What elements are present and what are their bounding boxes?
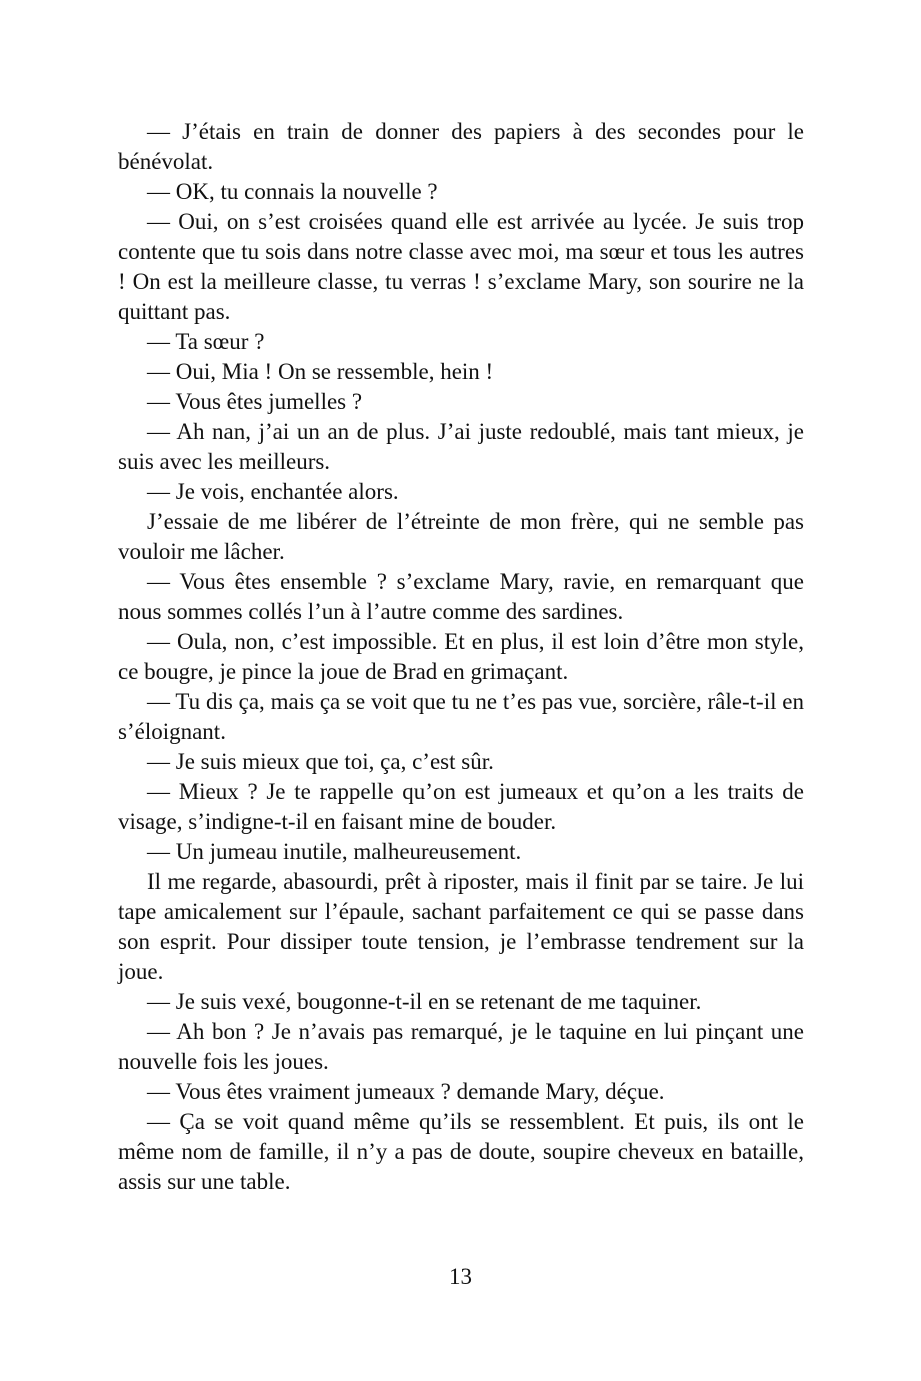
paragraph: — Ta sœur ? <box>147 329 265 354</box>
paragraph: — Un jumeau inutile, malheureusement. <box>147 839 522 864</box>
paragraph: — Ça se voit quand même qu’ils se ressemblent. Et puis, ils ont le même nom de famille, il n’y a pas de doute, soupire cheveux en bataille, assis sur une table. <box>118 1109 804 1194</box>
paragraph: — Oula, non, c’est impossible. Et en plus, il est loin d’être mon style, ce bougre, je pince la joue de Brad en grimaçant. <box>118 629 804 684</box>
paragraph: — J’étais en train de donner des papiers à des secondes pour le bénévolat. <box>118 119 804 174</box>
paragraph: — Oui, on s’est croisées quand elle est arrivée au lycée. Je suis trop contente que tu sois dans notre classe avec moi, ma sœur et tous les autres ! On est la meilleure classe, tu verras ! s’exclame Mary, son sourire ne la quittant pas. <box>118 209 804 324</box>
paragraph: — Mieux ? Je te rappelle qu’on est jumeaux et qu’on a les traits de visage, s’indigne-t-il en faisant mine de bouder. <box>118 779 804 834</box>
body-text <box>118 117 804 1197</box>
paragraph: J’essaie de me libérer de l’étreinte de mon frère, qui ne semble pas vouloir me lâcher. <box>118 509 804 564</box>
paragraph: — Je vois, enchantée alors. <box>147 479 399 504</box>
paragraph: — OK, tu connais la nouvelle ? <box>147 179 438 204</box>
paragraph: — Tu dis ça, mais ça se voit que tu ne t’es pas vue, sorcière, râle-t-il en s’éloignant. <box>118 689 804 744</box>
paragraph: — Oui, Mia ! On se ressemble, hein ! <box>147 359 494 384</box>
paragraph: — Vous êtes jumelles ? <box>147 389 363 414</box>
page-number: 13 <box>449 1264 472 1289</box>
paragraph: Il me regarde, abasourdi, prêt à riposter, mais il finit par se taire. Je lui tape amicalement sur l’épaule, sachant parfaitement ce qui se passe dans son esprit. Pour dissiper toute tension, je l’embrasse tendrement sur la joue. <box>118 869 804 984</box>
paragraph: — Vous êtes ensemble ? s’exclame Mary, ravie, en remarquant que nous sommes collés l’un à l’autre comme des sardines. <box>118 569 804 624</box>
paragraph: — Vous êtes vraiment jumeaux ? demande Mary, déçue. <box>147 1079 665 1104</box>
paragraph: — Ah nan, j’ai un an de plus. J’ai juste redoublé, mais tant mieux, je suis avec les meilleurs. <box>118 419 804 474</box>
paragraph: — Je suis mieux que toi, ça, c’est sûr. <box>147 749 494 774</box>
paragraph: — Ah bon ? Je n’avais pas remarqué, je le taquine en lui pinçant une nouvelle fois les joues. <box>118 1019 804 1074</box>
paragraph: — Je suis vexé, bougonne-t-il en se retenant de me taquiner. <box>147 989 702 1014</box>
